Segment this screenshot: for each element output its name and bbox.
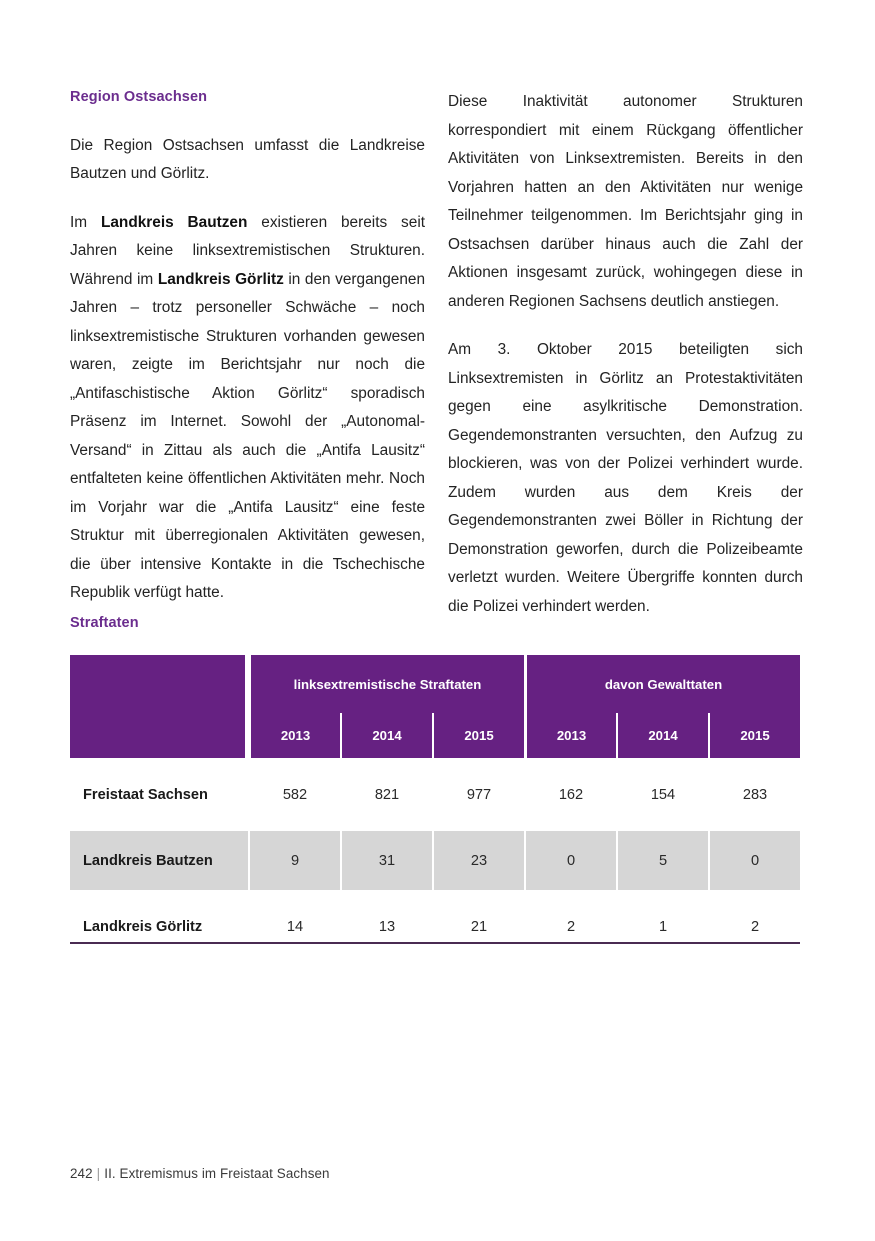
paragraph-text-run-3: in den vergangenen Jahren – trotz personeller Schwäche – noch linksextremistische Strukturen vorhanden gewesen waren, zeigte im Berichtsjahr nur noch die „Antifaschistische Aktion Görlitz“ sporadisch Präsenz im Internet. Sowohl der „Autonomal-Versand“ in Zittau als auch die „Antifa Lausitz“ entfalteten keine öffentlichen Aktivitäten mehr. Noch im Vorjahr war die „Antifa Lausitz“ eine feste Struktur mit überregionalen Aktivitäten gewesen, die über intensive Kontakte in die Tschechische Republik verfügt hatte.: [70, 270, 425, 602]
table-row: [70, 897, 800, 956]
right-text-column: [448, 88, 803, 621]
table-header-year-gw-2013: 2013: [524, 713, 616, 758]
table-row-label-freistaat-sachsen: Freistaat Sachsen: [70, 765, 248, 824]
table-cell: 283: [708, 765, 800, 824]
table-body: [70, 758, 800, 956]
table-cell: 31: [340, 831, 432, 890]
table-bottom-rule: [70, 942, 800, 944]
table-row-label-landkreis-bautzen: Landkreis Bautzen: [70, 831, 248, 890]
footer-separator: |: [96, 1166, 101, 1181]
paragraph-text-run-2: existieren bereits seit Jahren keine linksextremistischen Strukturen. Während im: [70, 213, 426, 288]
table-header-group-davon-gewalttaten: davon Gewalttaten: [524, 655, 800, 713]
table-cell: 154: [616, 765, 708, 824]
table-cell: 21: [432, 897, 524, 956]
table-spacer-row: [70, 890, 800, 897]
paragraph-text-run-1: Im: [70, 213, 101, 231]
table-cell: 5: [616, 831, 708, 890]
table-cell: 582: [248, 765, 340, 824]
table-cell: 13: [340, 897, 432, 956]
footer-page-number: 242: [70, 1166, 93, 1181]
straftaten-table-wrapper: [70, 655, 800, 956]
table-header-year-le-2013: 2013: [248, 713, 340, 758]
straftaten-table: [70, 655, 800, 956]
paragraph-region-overview: Die Region Ostsachsen umfasst die Landkreise Bautzen und Görlitz.: [70, 136, 425, 183]
table-cell: 2: [524, 897, 616, 956]
table-cell: 162: [524, 765, 616, 824]
bold-landkreis-goerlitz: Landkreis Görlitz: [157, 270, 284, 288]
table-spacer-cell: [70, 824, 800, 831]
table-header: [70, 655, 800, 758]
table-header-group-row: [70, 655, 800, 713]
table-cell: 9: [248, 831, 340, 890]
table-row: [70, 831, 800, 890]
paragraph-oktober-2015: Am 3. Oktober 2015 beteiligten sich Linksextremisten in Görlitz an Protestaktivitäten gegen eine asylkritische Demonstration. Gegendemonstranten versuchten, den Aufzug zu blockieren, was von der Polizei verhindert wurde. Zudem wurden aus dem Kreis der Gegendemonstranten zwei Böller in Richtung der Demonstration geworfen, durch die Polizeibeamte verletzt wurden. Weitere Übergriffe konnten durch die Polizei verhindert werden.: [448, 341, 803, 615]
table-section-heading-straftaten: Straftaten: [70, 615, 139, 631]
table-header-year-gw-2015: 2015: [708, 713, 800, 758]
table-cell: 14: [248, 897, 340, 956]
table-row: [70, 765, 800, 824]
table-spacer-row: [70, 824, 800, 831]
page-footer: [70, 1166, 330, 1181]
table-row-label-landkreis-goerlitz: Landkreis Görlitz: [70, 897, 248, 956]
table-header-year-le-2014: 2014: [340, 713, 432, 758]
table-header-year-gw-2014: 2014: [616, 713, 708, 758]
table-spacer-row: [70, 758, 800, 765]
table-header-year-le-2015: 2015: [432, 713, 524, 758]
table-spacer-cell: [70, 758, 800, 765]
table-header-corner-cell: [70, 655, 248, 758]
left-text-column: [70, 88, 425, 628]
table-cell: 821: [340, 765, 432, 824]
table-spacer-cell: [70, 890, 800, 897]
table-cell: 23: [432, 831, 524, 890]
paragraph-landkreise-detail: [70, 209, 425, 608]
table-cell: 1: [616, 897, 708, 956]
table-cell: 0: [708, 831, 800, 890]
table-header-group-linksextremistische-straftaten: linksextremistische Straftaten: [248, 655, 524, 713]
table-cell: 977: [432, 765, 524, 824]
footer-chapter-title: II. Extremismus im Freistaat Sachsen: [104, 1166, 330, 1181]
table-cell: 0: [524, 831, 616, 890]
table-cell: 2: [708, 897, 800, 956]
bold-landkreis-bautzen: Landkreis Bautzen: [100, 213, 248, 231]
paragraph-inaktivitaet: Diese Inaktivität autonomer Strukturen korrespondiert mit einem Rückgang öffentlicher Aktivitäten von Linksextremisten. Bereits in den Vorjahren hatten an den Aktivitäten nur wenige Teilnehmer teilgenommen. Im Berichtsjahr ging in Ostsachsen darüber hinaus auch die Zahl der Aktionen insgesamt zurück, wohingegen diese in anderen Regionen Sachsens deutlich anstiegen.: [448, 93, 803, 310]
section-heading-region-ostsachsen: Region Ostsachsen: [70, 89, 208, 105]
